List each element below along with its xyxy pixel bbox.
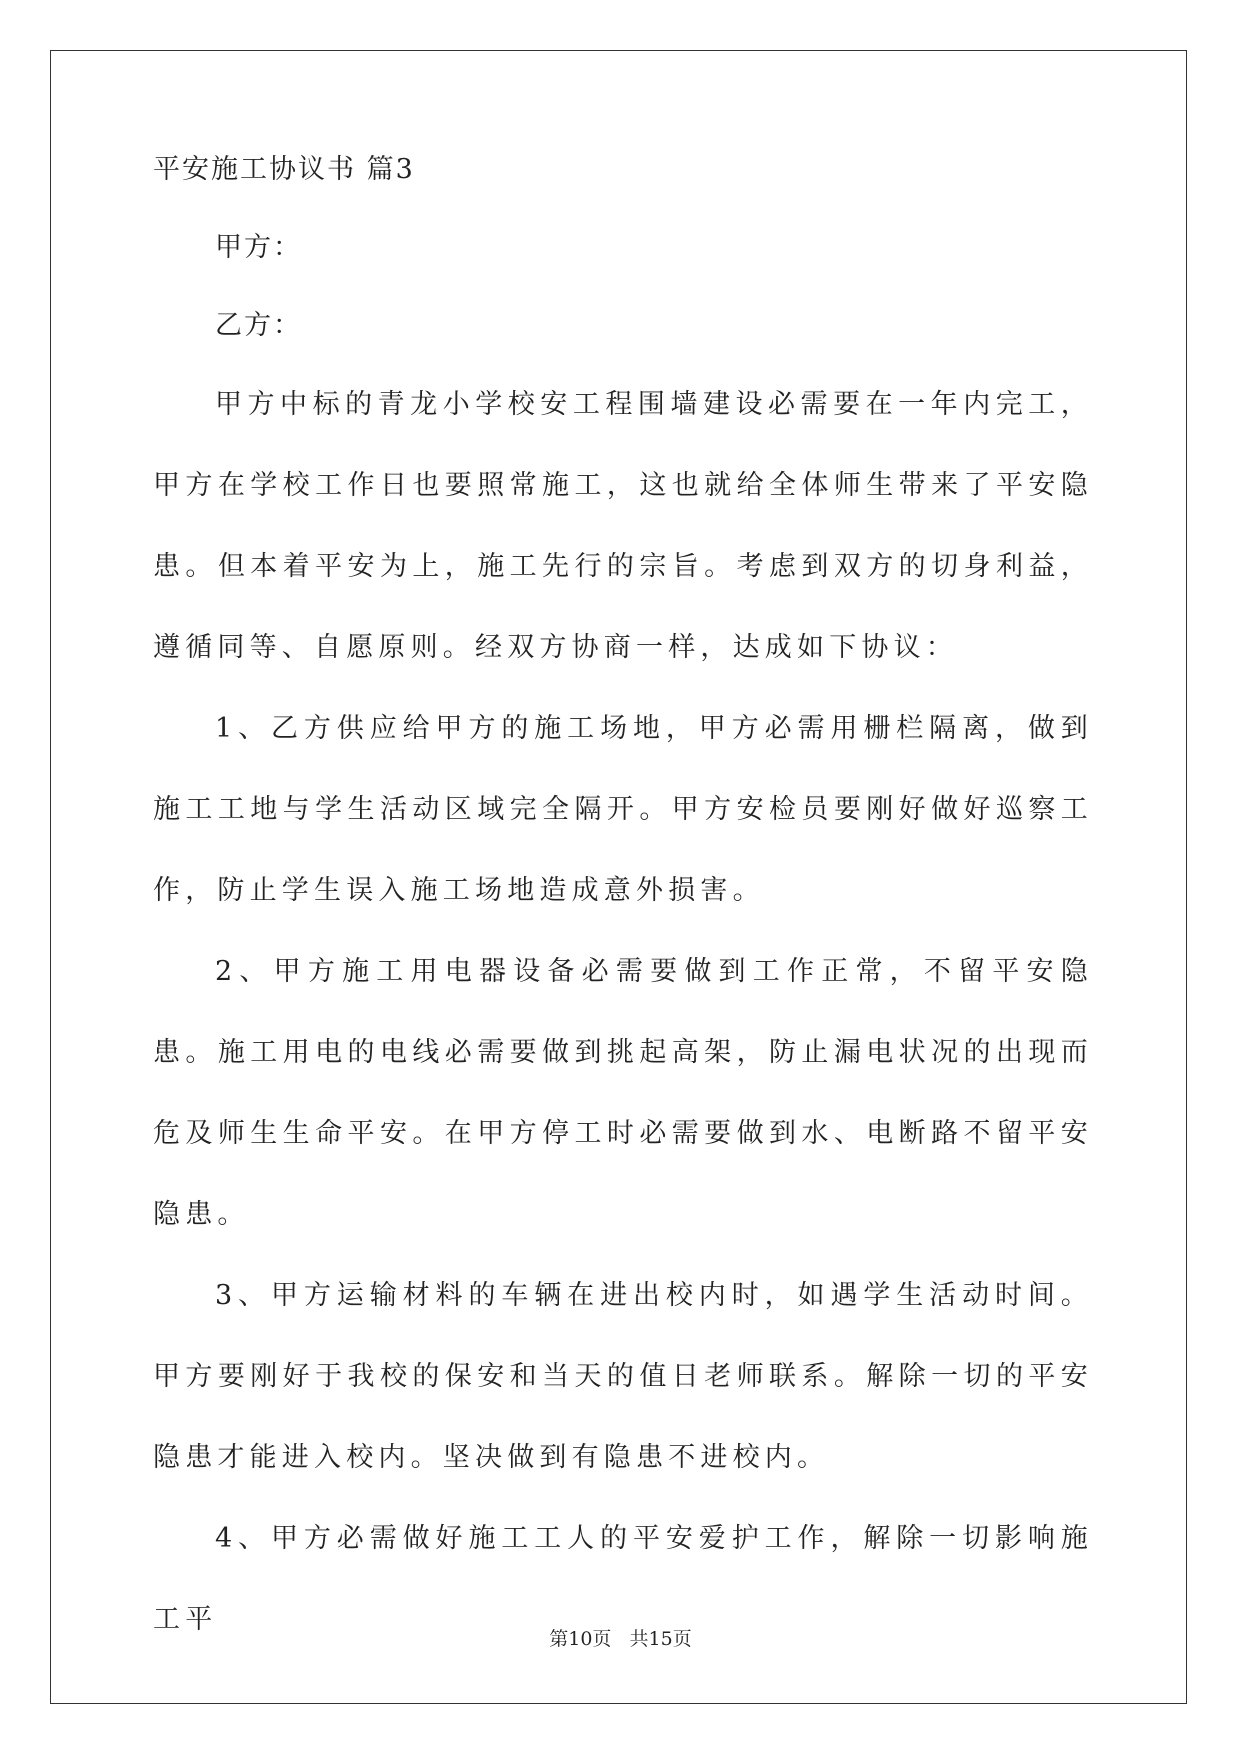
document-title: 平安施工协议书 篇3 — [153, 154, 415, 185]
document-body — [153, 150, 1093, 1660]
paragraph-clause-1: 1、乙方供应给甲方的施工场地，甲方必需用栅栏隔离，做到施工工地与学生活动区域完全隔开。甲方安检员要刚好做好巡察工作，防止学生误入施工场地造成意外损害。 — [153, 713, 1093, 906]
party-b-label: 乙方： — [215, 310, 302, 341]
party-a-label: 甲方： — [215, 232, 302, 263]
paragraph-clause-3: 3、甲方运输材料的车辆在进出校内时，如遇学生活动时间。甲方要刚好于我校的保安和当天的值日老师联系。解除一切的平安隐患才能进入校内。坚决做到有隐患不进校内。 — [153, 1280, 1093, 1473]
page-number: 第10页 共15页 — [549, 1628, 692, 1650]
paragraph-intro: 甲方中标的青龙小学校安工程围墙建设必需要在一年内完工，甲方在学校工作日也要照常施工，这也就给全体师生带来了平安隐患。但本着平安为上，施工先行的宗旨。考虑到双方的切身利益，遵循同等、自愿原则。经双方协商一样，达成如下协议： — [153, 389, 1093, 663]
paragraph-clause-4: 4、甲方必需做好施工工人的平安爱护工作，解除一切影响施工平 — [153, 1523, 1093, 1635]
paragraph-clause-2: 2、甲方施工用电器设备必需要做到工作正常，不留平安隐患。施工用电的电线必需要做到挑起高架，防止漏电状况的出现而危及师生生命平安。在甲方停工时必需要做到水、电断路不留平安隐患。 — [153, 956, 1093, 1230]
